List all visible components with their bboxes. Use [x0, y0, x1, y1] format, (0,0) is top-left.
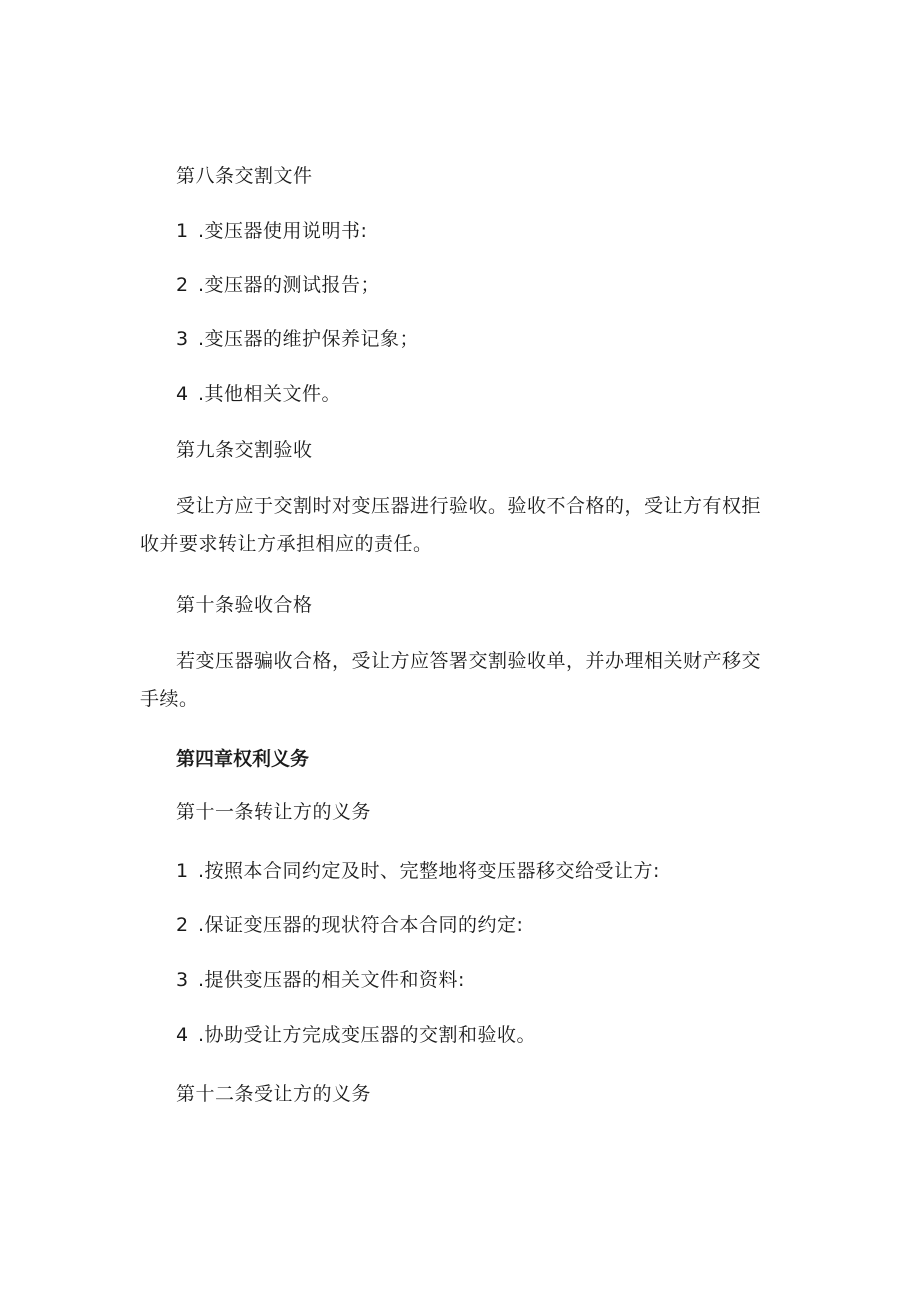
article-11-item-2: [176, 911, 523, 939]
item-number: 1: [176, 220, 189, 242]
item-text: .保证变压器的现状符合本合同的约定:: [198, 914, 524, 936]
item-text: .提供变压器的相关文件和资料:: [198, 969, 465, 991]
item-number: 3: [176, 328, 189, 350]
item-text: .变压器的测试报告；: [198, 274, 381, 296]
article-11-item-1: [176, 857, 660, 885]
item-text: .变压器的维护保养记象；: [198, 328, 420, 350]
item-number: 1: [176, 860, 189, 882]
article-10-heading: 第十条验收合格: [176, 594, 313, 616]
item-number: 4: [176, 383, 189, 405]
article-9-body: 受让方应于交割时对变压器进行验收。验收不合格的，受让方有权拒收并要求转让方承担相应的责任。: [140, 495, 762, 555]
article-8-item-1: [176, 217, 367, 245]
article-8-heading: 第八条交割文件: [176, 165, 313, 187]
article-8-item-4: [176, 380, 341, 408]
item-text: .变压器使用说明书:: [198, 220, 368, 242]
article-10-body: 若变压器骗收合格，受让方应答署交割验收单，并办理相关财产移交手续。: [140, 650, 762, 710]
article-9-heading: 第九条交割验收: [176, 439, 313, 461]
item-number: 3: [176, 969, 189, 991]
item-number: 2: [176, 274, 189, 296]
item-text: .其他相关文件。: [198, 383, 342, 405]
article-11-heading: 第十一条转让方的义务: [176, 801, 372, 823]
article-11-item-3: [176, 966, 465, 994]
item-text: .协助受让方完成变压器的交割和验收。: [198, 1024, 537, 1046]
chapter-4-heading: 第四章权利义务: [176, 748, 310, 770]
article-8-item-3: [176, 325, 419, 353]
article-12-heading: 第十二条受让方的义务: [176, 1083, 372, 1105]
article-11-item-4: [176, 1021, 536, 1049]
article-8-item-2: [176, 271, 380, 299]
item-text: .按照本合同约定及时、完整地将变压器移交给受让方:: [198, 860, 660, 882]
item-number: 4: [176, 1024, 189, 1046]
item-number: 2: [176, 914, 189, 936]
